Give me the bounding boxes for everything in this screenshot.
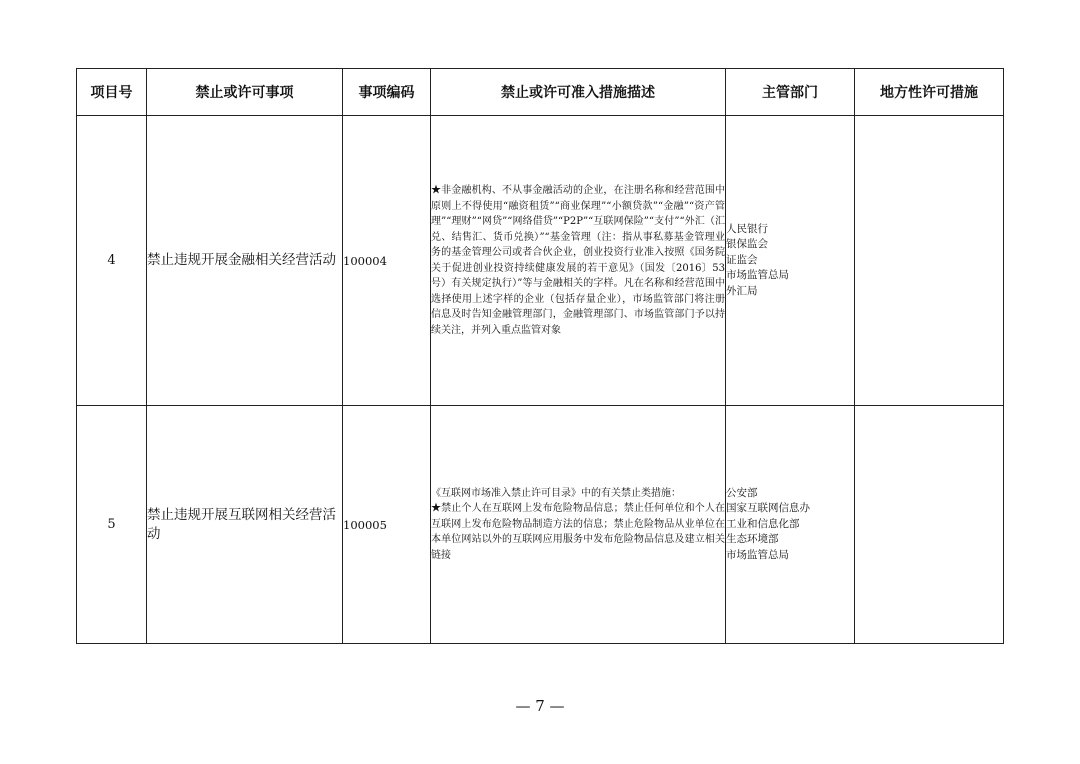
header-item-number: 项目号 [77, 69, 147, 116]
department-name: 国家互联网信息办 [726, 502, 810, 515]
department-name: 工业和信息化部 [726, 517, 800, 530]
row-item-name: 禁止违规开展金融相关经营活动 [147, 116, 343, 406]
row-description: ★非金融机构、不从事金融活动的企业，在注册名称和经营范围中原则上不得使用“融资租赁”“商业保理”“小额贷款”“金融”“资产管理”“理财”“网贷”“网络借贷”“P2P”“互联网保险”“支付”“外汇（汇兑、结售汇、货币兑换）”“基金管理（注：指从事私募基金管理业务的基金管理公司或者合伙企业，创业投资行业准入按照《国务院关于促进创业投资持续健康发展的若干意见》（国发〔2016〕53号）有关规定执行）”等与金融相关的字样。凡在名称和经营范围中选择使用上述字样的企业（包括存量企业），市场监管部门将注册信息及时告知金融管理部门，金融管理部门、市场监管部门予以持续关注，并列入重点监管对象 [431, 116, 726, 406]
department-name: 生态环境部 [726, 533, 779, 546]
department-name: 外汇局 [726, 284, 758, 297]
row-departments [726, 116, 855, 406]
row-number: 4 [77, 116, 147, 406]
description-intro: 《互联网市场准入禁止许可目录》中的有关禁止类措施： [431, 487, 681, 499]
header-item-name: 禁止或许可事项 [147, 69, 343, 116]
header-local-measures: 地方性许可措施 [855, 69, 1004, 116]
row-departments [726, 406, 855, 644]
row-local-measures [855, 116, 1004, 406]
row-description [431, 406, 726, 644]
table-header-row [77, 69, 1004, 116]
market-access-table [76, 68, 1004, 644]
page-number: — 7 — [515, 697, 565, 715]
department-name: 人民银行 [726, 222, 768, 235]
row-item-name: 禁止违规开展互联网相关经营活动 [147, 406, 343, 644]
department-name: 市场监管总局 [726, 269, 789, 282]
department-name: 证监会 [726, 253, 758, 266]
row-number: 5 [77, 406, 147, 644]
department-name: 市场监管总局 [726, 548, 789, 561]
row-item-code: 100004 [343, 116, 431, 406]
table-row [77, 116, 1004, 406]
row-item-code: 100005 [343, 406, 431, 644]
department-name: 银保监会 [726, 238, 768, 251]
header-department: 主管部门 [726, 69, 855, 116]
header-description: 禁止或许可准入措施描述 [431, 69, 726, 116]
row-local-measures [855, 406, 1004, 644]
header-item-code: 事项编码 [343, 69, 431, 116]
table-row [77, 406, 1004, 644]
department-name: 公安部 [726, 486, 758, 499]
description-body: ★禁止个人在互联网上发布危险物品信息；禁止任何单位和个人在互联网上发布危险物品制造方法的信息；禁止危险物品从业单位在本单位网站以外的互联网应用服务中发布危险物品信息及建立相关链接 [431, 503, 725, 561]
